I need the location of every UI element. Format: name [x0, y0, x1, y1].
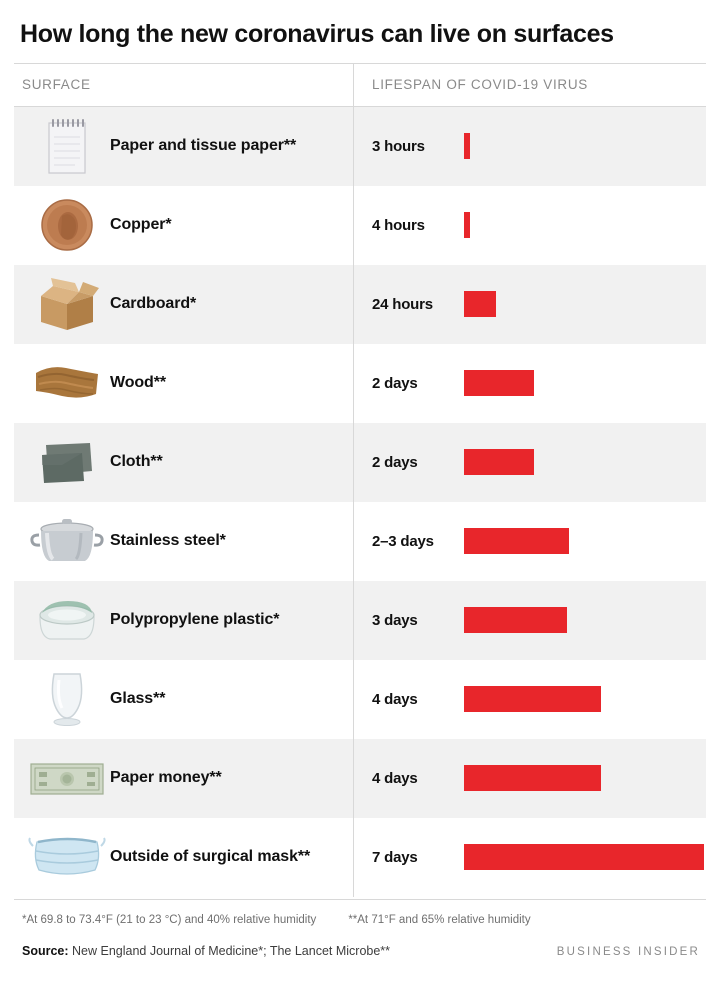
lifespan-bar: [464, 212, 470, 238]
source-text: [22, 944, 390, 958]
footnote-single-star: *At 69.8 to 73.4°F (21 to 23 °C) and 40% relative humidity: [22, 913, 317, 926]
lifespan-bar: [464, 449, 534, 475]
duration-label: 2–3 days: [372, 532, 434, 550]
lifespan-cell: [354, 107, 706, 186]
surface-label: Copper*: [110, 216, 172, 234]
duration-label: 3 hours: [372, 137, 425, 155]
lifespan-bar: [464, 765, 601, 791]
surface-label: Stainless steel*: [110, 532, 226, 550]
stainless-pot-icon: [24, 508, 110, 574]
plastic-container-icon: [24, 587, 110, 653]
lifespan-cell: [354, 660, 706, 739]
duration-label: 2 days: [372, 453, 418, 471]
table-row: [14, 107, 706, 186]
duration-label: 24 hours: [372, 295, 433, 313]
lifespan-cell: [354, 265, 706, 344]
source-label: Source:: [22, 943, 69, 958]
surface-cell: [14, 502, 354, 581]
column-header-lifespan: [354, 64, 706, 106]
source-value: New England Journal of Medicine*; The Lancet Microbe**: [68, 943, 391, 958]
table-row: [14, 265, 706, 344]
surface-cell: [14, 818, 354, 897]
paper-money-icon: [24, 745, 110, 811]
table-row: [14, 660, 706, 739]
surgical-mask-icon: [24, 824, 110, 890]
duration-label: 3 days: [372, 611, 418, 629]
lifespan-cell: [354, 423, 706, 502]
lifespan-cell: [354, 186, 706, 265]
table-row: [14, 581, 706, 660]
lifespan-cell: [354, 581, 706, 660]
column-header-surface: [14, 64, 354, 106]
surface-label: Paper money**: [110, 769, 222, 787]
surface-label: Paper and tissue paper**: [110, 137, 297, 155]
duration-label: 4 days: [372, 690, 418, 708]
table-row: [14, 186, 706, 265]
table-row: [14, 739, 706, 818]
surface-label: Polypropylene plastic*: [110, 611, 280, 629]
column-header-surface-label: SURFACE: [22, 77, 91, 93]
table-header: [14, 63, 706, 107]
duration-label: 4 days: [372, 769, 418, 787]
surface-cell: [14, 423, 354, 502]
source-row: [14, 934, 706, 958]
page-title: How long the new coronavirus can live on surfaces: [20, 20, 614, 48]
table-row: [14, 423, 706, 502]
lifespan-cell: [354, 344, 706, 423]
lifespan-bar: [464, 291, 496, 317]
duration-label: 7 days: [372, 848, 418, 866]
notepad-icon: [24, 113, 110, 179]
column-header-lifespan-label: LIFESPAN OF COVID-19 VIRUS: [372, 77, 588, 93]
duration-label: 2 days: [372, 374, 418, 392]
table-row: [14, 344, 706, 423]
lifespan-bar: [464, 370, 534, 396]
footnote-double-star: **At 71°F and 65% relative humidity: [348, 913, 531, 926]
penny-icon: [24, 192, 110, 258]
wood-plank-icon: [24, 350, 110, 416]
lifespan-bar: [464, 844, 704, 870]
surface-label: Wood**: [110, 374, 166, 392]
surface-label: Cardboard*: [110, 295, 197, 313]
lifespan-cell: [354, 739, 706, 818]
surface-cell: [14, 739, 354, 818]
cloth-icon: [24, 429, 110, 495]
surface-cell: [14, 581, 354, 660]
surface-label: Cloth**: [110, 453, 163, 471]
lifespan-cell: [354, 502, 706, 581]
lifespan-bar: [464, 528, 569, 554]
surface-cell: [14, 660, 354, 739]
surface-label: Outside of surgical mask**: [110, 848, 311, 866]
surface-label: Glass**: [110, 690, 166, 708]
lifespan-cell: [354, 818, 706, 897]
surface-cell: [14, 265, 354, 344]
lifespan-bar: [464, 686, 601, 712]
brand-logo: BUSINESS INSIDER: [556, 945, 700, 958]
surface-cell: [14, 107, 354, 186]
footnotes: [14, 899, 706, 934]
table-row: [14, 502, 706, 581]
surface-cell: [14, 344, 354, 423]
cardboard-box-icon: [24, 271, 110, 337]
table-row: [14, 818, 706, 897]
glass-icon: [24, 666, 110, 732]
duration-label: 4 hours: [372, 216, 425, 234]
surface-cell: [14, 186, 354, 265]
surface-rows: [14, 107, 706, 897]
lifespan-bar: [464, 133, 470, 159]
lifespan-bar: [464, 607, 567, 633]
